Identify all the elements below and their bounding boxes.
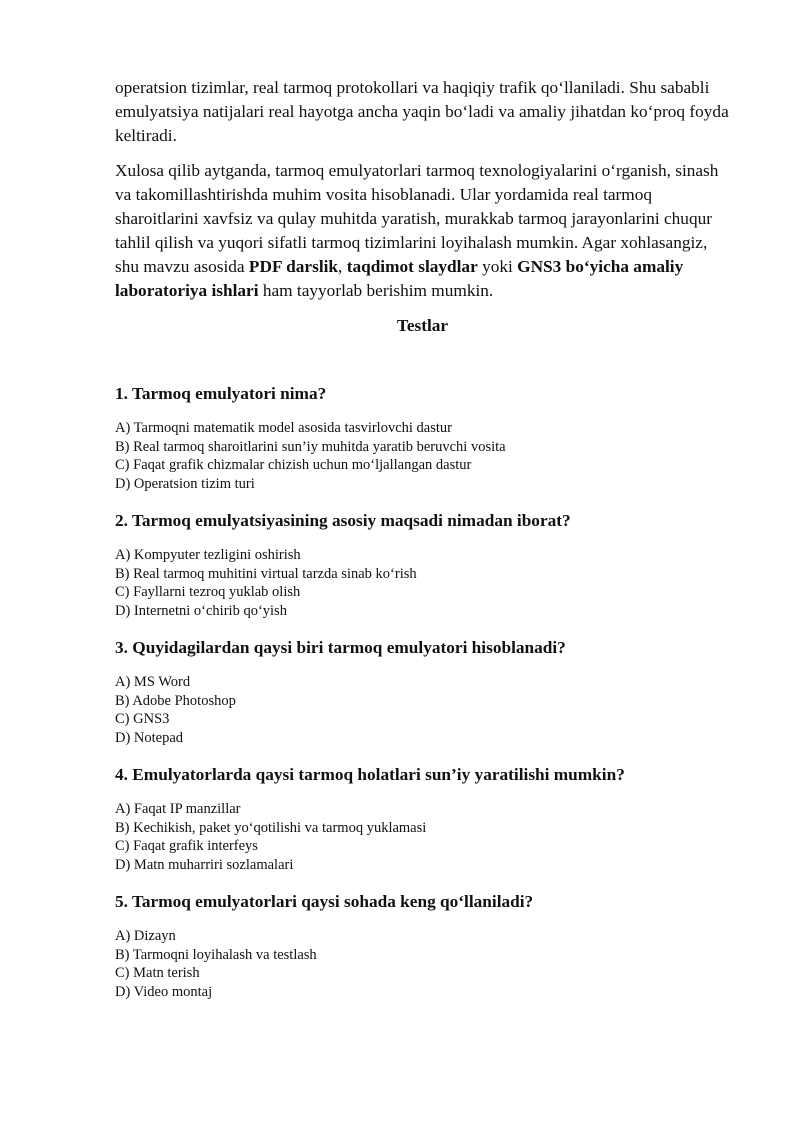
conclusion-paragraph [115,159,730,303]
answer-option: C) GNS3 [115,711,170,727]
question-title: 4. Emulyatorlarda qaysi tarmoq holatlari sun’iy yaratilishi mumkin? [115,765,625,784]
answer-options [115,927,730,1001]
question-block [115,637,730,747]
answer-option: D) Internetni o‘chirib qo‘yish [115,602,287,619]
answer-option: C) Faqat grafik chizmalar chizish uchun mo‘ljallangan dastur [115,457,472,473]
conclusion-text-1: Xulosa qilib aytganda, tarmoq emulyatorlari tarmoq texnologiyalarini o‘rganish, sinash va takomillashtirishda muhim vosita hisoblanadi. Ular yordamida real tarmoq sharoitlarini xavfsiz va qulay muhitda yaratish, murakkab tarmoq jarayonlarini chuqur tahlil qilish va yuqori sifatli tarmoq tizimlarini loyihalash mumkin. Agar xohlasangiz, shu mavzu asosida [115,161,719,276]
question-block [115,510,730,620]
answer-option: A) Tarmoqni matematik model asosida tasvirlovchi dastur [115,420,452,436]
answer-option: B) Adobe Photoshop [115,692,236,709]
conclusion-text-3: ham tayyorlab berishim mumkin. [258,281,494,300]
conclusion-bold-pdf: PDF darslik [248,257,339,276]
conclusion-text-2: yoki [477,257,518,276]
answer-option: C) Matn terish [115,965,200,981]
question-title: 1. Tarmoq emulyatori nima? [115,384,327,403]
answer-option: D) Matn muharriri sozlamalari [115,856,294,873]
answer-option: A) Faqat IP manzillar [115,801,241,817]
answer-option: D) Video montaj [115,983,213,1000]
answer-option: B) Real tarmoq sharoitlarini sun’iy muhitda yaratib beruvchi vosita [115,438,506,455]
answer-options [115,800,730,874]
question-title: 2. Tarmoq emulyatsiyasining asosiy maqsadi nimadan iborat? [115,511,571,530]
answer-options [115,419,730,493]
conclusion-bold-slides: taqdimot slaydlar [346,257,478,276]
answer-option: A) Kompyuter tezligini oshirish [115,547,301,563]
conclusion-separator: , [338,257,347,276]
questions-list [115,383,730,1001]
answer-option: D) Operatsion tizim turi [115,475,255,492]
question-block [115,891,730,1001]
document-page [115,76,730,1018]
conclusion-bold-lab: GNS3 bo‘yicha amaliy laboratoriya ishlari [115,257,684,300]
section-title: Testlar [396,316,449,335]
answer-option: C) Fayllarni tezroq yuklab olish [115,584,301,600]
answer-option: A) Dizayn [115,928,176,944]
intro-paragraph: operatsion tizimlar, real tarmoq protokollari va haqiqiy trafik qo‘llaniladi. Shu sababli emulyatsiya natijalari real hayotga ancha yaqin bo‘ladi va amaliy jihatdan ko‘proq foyda keltiradi. [115,78,729,145]
question-title: 5. Tarmoq emulyatorlari qaysi sohada keng qo‘llaniladi? [115,892,534,911]
question-block [115,383,730,493]
answer-option: D) Notepad [115,729,184,746]
answer-option: A) MS Word [115,674,191,690]
answer-options [115,546,730,620]
answer-option: B) Tarmoqni loyihalash va testlash [115,946,317,963]
answer-option: B) Kechikish, paket yo‘qotilishi va tarmoq yuklamasi [115,819,427,836]
answer-options [115,673,730,747]
question-title: 3. Quyidagilardan qaysi biri tarmoq emulyatori hisoblanadi? [115,638,566,657]
answer-option: B) Real tarmoq muhitini virtual tarzda sinab ko‘rish [115,565,417,582]
section-spacer [115,338,730,383]
question-block [115,764,730,874]
answer-option: C) Faqat grafik interfeys [115,838,258,854]
